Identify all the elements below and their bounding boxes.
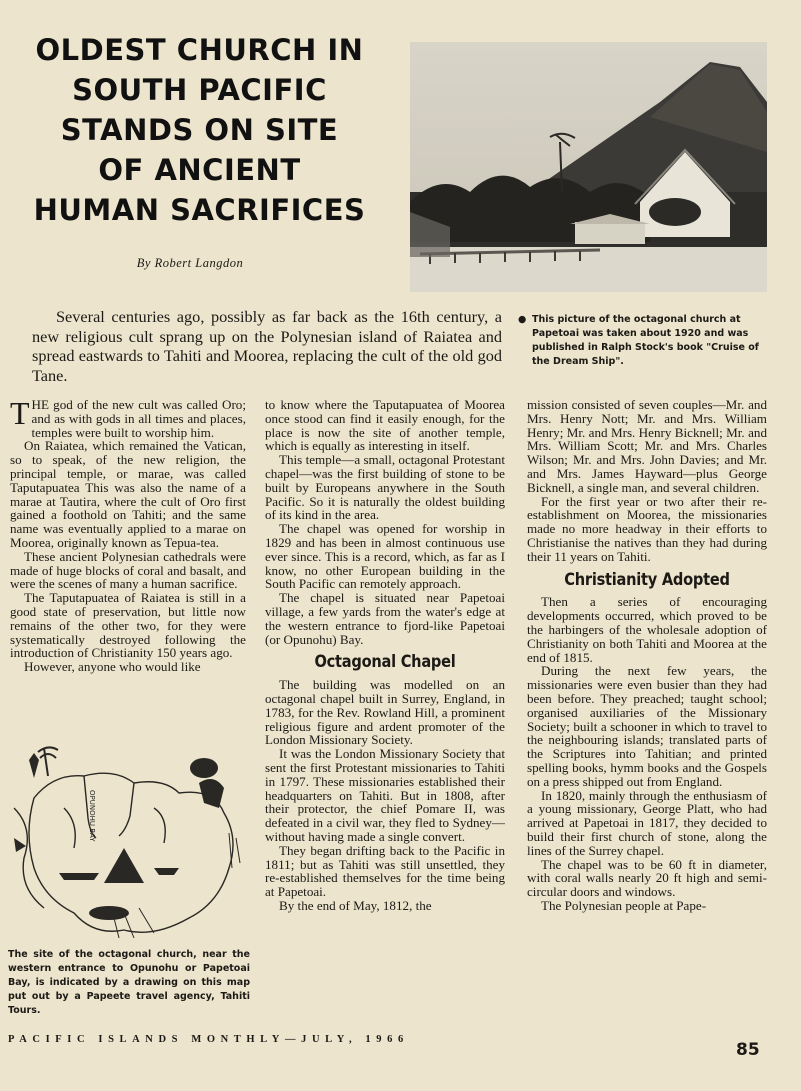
- map-label: OPUNOHU BAY: [88, 790, 96, 842]
- map-drawing: [4, 738, 252, 943]
- headline-line: HUMAN SACRIFICES: [33, 193, 366, 227]
- paragraph: These ancient Polynesian cathedrals were made of huge blocks of coral and basalt, and were the scenes of many a human sacrifice.: [10, 548, 246, 592]
- paragraph: On Raiatea, which remained the Vatican, so to speak, of the new religion, the principal temple, or marae, was called Taputapuatea This was also the name of a marae at Tautira, where the cult of Oro first gained a foothold on Tahiti; and the same name was eventually applied to a marae on Moorea, originally known as Tepua-tea.: [10, 438, 246, 550]
- church-photo: [410, 42, 767, 292]
- paragraph: The Taputapuatea of Raiatea is still in a good state of preservation, but little now remains of the other two, for they were systematically destroyed following the introduction of Christianity 150 years ago.: [10, 590, 246, 661]
- paragraph: [10, 395, 246, 440]
- intro-paragraph: Several centuries ago, possibly as far back as the 16th century, a new religious cult sprang up on the Polynesian island of Raiatea and spread eastwards to Tahiti and Moorea, replacing the cult of the old god Tane.: [32, 307, 502, 385]
- byline: By Robert Langdon: [136, 256, 244, 270]
- paragraph: For the first year or two after their re-establishment on Moorea, the missionaries made no more headway in their efforts to Christianise the natives than they had during their 11 years on Tahiti.: [527, 493, 767, 564]
- paragraph: By the end of May, 1812, the: [279, 897, 432, 913]
- headline-line: OLDEST CHURCH IN: [35, 33, 364, 67]
- paragraph: In 1820, mainly through the enthusiasm of a young missionary, George Platt, who had arrived at Papetoai in 1817, they decided to build their first church of stone, along the lines of the Surrey chapel.: [527, 787, 767, 858]
- headline-line: STANDS ON SITE: [60, 113, 339, 147]
- bullet-icon: ●: [518, 314, 527, 325]
- photo-caption-text: This picture of the octagonal church at Papetoai was taken about 1920 and was published in Ralph Stock's book "Cruise of the Dream Ship".: [532, 314, 759, 367]
- paragraph: The chapel was opened for worship in 1829 and has been in almost continuous use ever since. This is a record, which, as far as I know, no other European building in the South Pacific can remotely approach.: [265, 521, 505, 592]
- paragraph: During the next few years, the missionaries were even busier than they had been before. They preached; taught school; organised auxiliaries of the Missionary Society; built a schooner in which to travel to the neighbouring islands; translated parts of the Scriptures into Tahitian; and printed spelling books, hymm books and the Gospels on a press shipped out from England.: [527, 663, 767, 789]
- paragraph: However, anyone who would like: [24, 659, 201, 675]
- running-footer: PACIFIC ISLANDS MONTHLY—JULY, 1966: [8, 1034, 409, 1045]
- paragraph: It was the London Missionary Society that sent the first Protestant missionaries to Tahiti in 1797. These missionaries established their headquarters on Tahiti. But in 1808, after their protector, the chief Pomare II, was defeated in a civil war, they fled to Sydney—without having made a single convert.: [265, 746, 505, 844]
- paragraph: The building was modelled on an octagonal chapel built in Surrey, England, in 1783, for the Rev. Rowland Hill, a prominent religious figure and ardent promoter of the London Missionary Society.: [265, 677, 505, 748]
- paragraph: to know where the Taputapuatea of Moorea once stood can find it easily enough, for the place is now the site of another temple, which is equally as interesting in itself.: [265, 397, 505, 454]
- column-3: [527, 398, 767, 913]
- paragraph: They began drifting back to the Pacific in 1811; but as Tahiti was still unsettled, they re-established themselves for the time being at Papetoai.: [265, 842, 505, 900]
- paragraph: Then a series of encouraging developments occurred, which proved to be the harbingers of the wholesale adoption of Christianity on both Tahiti and Moorea at the end of 1815.: [527, 594, 767, 665]
- map-caption: The site of the octagonal church, near the western entrance to Opunohu or Papetoai Bay, is indicated by a drawing on this map put out by a Papeete travel agency, Tahiti Tours.: [8, 949, 250, 1016]
- headline-line: SOUTH PACIFIC: [72, 73, 327, 107]
- paragraph: The Polynesian people at Pape-: [541, 897, 707, 913]
- subheading: Christianity Adopted: [564, 569, 730, 590]
- drop-cap: T: [10, 395, 30, 431]
- subheading: Octagonal Chapel: [314, 652, 456, 673]
- page-number: 85: [736, 1040, 760, 1060]
- photo-caption: [518, 313, 770, 369]
- paragraph: mission consisted of seven couples—Mr. and Mrs. Henry Nott; Mr. and Mrs. William Henry; Mr. and Mrs. Henry Bicknell; Mr. and Mrs. William Scott; Mr. and Mrs. Charles Wilson; Mr. and Mrs. John Davies; and Mr. and Mrs. James Hayward—plus George Bicknell, a single man, and several children.: [527, 397, 767, 495]
- paragraph-text: HE god of the new cult was called Oro; and as with gods in all times and places, temples were built to worship him.: [31, 397, 246, 440]
- headline-line: OF ANCIENT: [98, 153, 301, 187]
- paragraph: This temple—a small, octagonal Protestant chapel—was the first building of stone to be built by Europeans anywhere in the South Pacific. So it is naturally the oldest building of its kind in the area.: [265, 452, 505, 523]
- column-2: [265, 398, 505, 913]
- headline: [22, 30, 377, 230]
- column-1: [10, 395, 246, 675]
- paragraph: The chapel is situated near Papetoai village, a few yards from the water's edge at the western entrance to fjord-like Papetoai (or Opunohu) Bay.: [265, 590, 505, 647]
- paragraph: The chapel was to be 60 ft in diameter, with coral walls nearly 20 ft high and semi-circular doors and windows.: [527, 856, 767, 900]
